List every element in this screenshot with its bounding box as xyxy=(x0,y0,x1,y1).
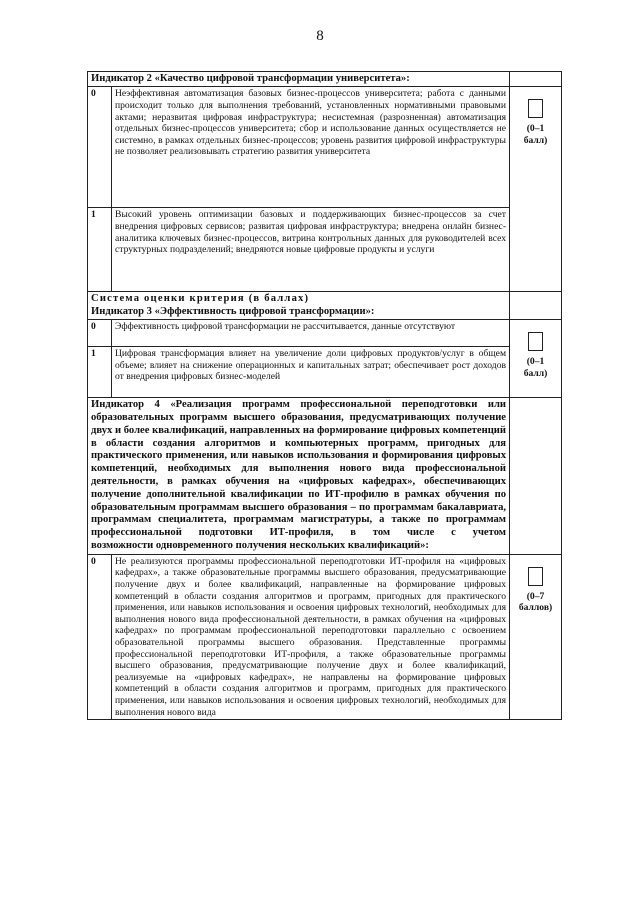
indicator-3-score-range: (0–1 xyxy=(526,356,545,368)
indicator-2-score-cell xyxy=(510,87,562,292)
indicator-2-score-checkbox[interactable] xyxy=(528,99,543,118)
indicator-3-row-0-text: Эффективность цифровой трансформации не рассчитывается, данные отсутствуют xyxy=(112,320,510,347)
indicator-4-row-0 xyxy=(88,554,562,719)
indicator-4-header-score-cell xyxy=(510,398,562,555)
indicator-4-header xyxy=(88,398,510,555)
indicator-4-score-checkbox[interactable] xyxy=(528,567,543,586)
indicator-3-score-checkbox[interactable] xyxy=(528,332,543,351)
indicator-4-score-unit: баллов) xyxy=(518,602,553,614)
indicator-3-header-row xyxy=(88,292,562,320)
system-title: Система оценки критерия (в баллах) xyxy=(91,293,310,305)
indicator-2-header-row xyxy=(88,72,562,87)
indicator-2-score-range: (0–1 xyxy=(526,123,545,135)
indicator-2-title: Индикатор 2 «Качество цифровой трансформации университета»: xyxy=(88,72,510,87)
indicator-2-row-1-num: 1 xyxy=(88,208,112,292)
indicator-4-header-row xyxy=(88,398,562,555)
indicator-4-row-0-num: 0 xyxy=(88,554,112,719)
indicator-4-score-cell xyxy=(510,554,562,719)
indicator-2-score-unit: балл) xyxy=(523,134,548,146)
indicator-4-score-range: (0–7 xyxy=(526,590,545,602)
indicator-3-row-1-num: 1 xyxy=(88,347,112,398)
indicator-2-row-0 xyxy=(88,87,562,208)
indicator-2-row-0-text: Неэффективная автоматизация базовых бизнес-процессов университета; работа с данными происходит только для выполнения требований, установленных нормативными правовыми актами; неразвитая цифровая инфраструктура; несистемная (разрозненная) автоматизация отдельных бизнес-процессов университета; сбор и использование данных осуществляется не системно, в рамках отдельных бизнес-процессов; уровень развития цифровой инфраструктуры не позволяет реализовывать стратегию развития университета xyxy=(112,87,510,208)
indicator-4-title: Индикатор 4 «Реализация программ профессиональной переподготовки или образовательных программ высшего образования, предусматривающих получение двух и более квалификаций, направленных на формирование цифровых компетенций в области создания алгоритмов и компьютерных программ, пригодных для практического применения, или навыков использования и формирования цифровых компетенций, необходимых для выполнения нового вида профессиональной деятельности, в рамках обучения на «цифровых кафедрах», обеспечивающих получение дополнительной квалификации по ИТ-профилю в рамках обучения по образовательным программам высшего образования – по программам бакалавриата, программам специалитета, программам магистратуры, а также по программам профессиональной подготовки ИТ-профиля, в том числе с учетом xyxy=(91,399,507,539)
indicator-3-title: Индикатор 3 «Эффективность цифровой трансформации»: xyxy=(91,305,375,317)
indicator-3-row-1 xyxy=(88,347,562,398)
indicator-3-header-score-cell xyxy=(510,292,562,320)
indicator-4-title-last-line: возможности одновременного получения нескольких квалификаций»: xyxy=(91,539,429,551)
indicator-3-header xyxy=(88,292,510,320)
indicator-2-row-1 xyxy=(88,208,562,292)
criteria-table xyxy=(87,71,562,720)
indicator-3-score-unit: балл) xyxy=(523,367,548,379)
indicator-4-row-0-text: Не реализуются программы профессиональной переподготовки ИТ-профиля на «цифровых кафедрах», а также образовательные программы высшего образования, предусматривающие получение двух и более квалификаций, направленные на формирование цифровых компетенций в области создания алгоритмов и программ, пригодных для практического применения, или навыков использования и освоения цифровых технологий, необходимых для выполнения нового вида профессиональной деятельности, в рамках обучения на «цифровых кафедрах» по программам профессиональной переподготовки параллельно с освоением образовательной программы высшего образования. Представленные программы профессиональной переподготовки ИТ-профиля, а также образовательные программы высшего образования, предусматривающие получение двух и более квалификаций, реализуемые на «цифровых кафедрах», не направлены на формирование цифровых компетенций в области создания алгоритмов и программ, пригодных для практического применения, или навыков использования и освоения цифровых технологий, необходимых для выполнения нового вида xyxy=(112,554,510,719)
indicator-2-row-1-text: Высокий уровень оптимизации базовых и поддерживающих бизнес-процессов за счет внедрения цифровых сервисов; развитая цифровая инфраструктура; внедрена онлайн бизнес-аналитика ключевых бизнес-процессов, витрина контрольных данных для руководителей всех структурных подразделений; внедряются новые цифровые продукты и услуги xyxy=(112,208,510,292)
indicator-3-row-0 xyxy=(88,320,562,347)
indicator-2-header-score-cell xyxy=(510,72,562,87)
indicator-3-score-cell xyxy=(510,320,562,398)
indicator-2-row-0-num: 0 xyxy=(88,87,112,208)
page-number: 8 xyxy=(316,28,324,44)
indicator-3-row-0-num: 0 xyxy=(88,320,112,347)
indicator-3-row-1-text: Цифровая трансформация влияет на увеличение доли цифровых продуктов/услуг в общем объеме; влияет на снижение операционных и капитальных затрат; обеспечивает рост доходов от внедрения цифровых бизнес-моделей xyxy=(112,347,510,398)
